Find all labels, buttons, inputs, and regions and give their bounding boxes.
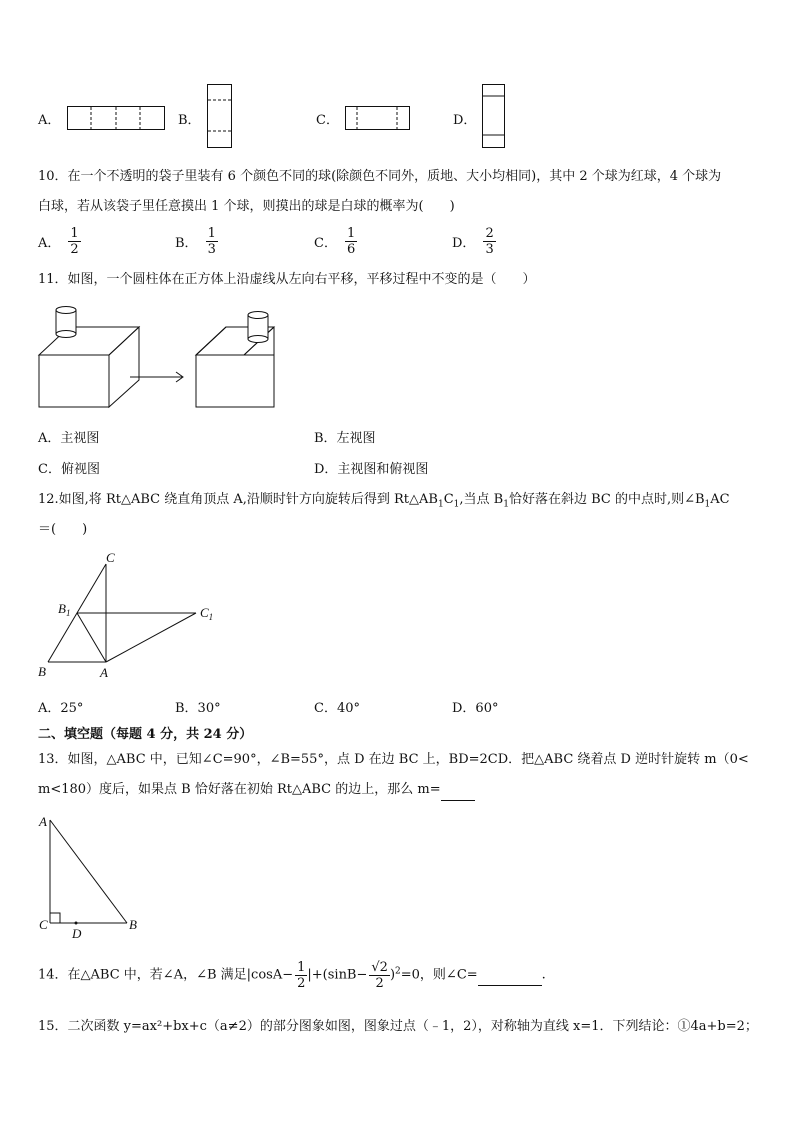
- q9-option-a: A．: [38, 113, 61, 128]
- label-c1: $C_1$: [200, 605, 214, 622]
- q11-option-d: D．主视图和俯视图: [314, 462, 429, 477]
- q11-option-a: A．主视图: [38, 431, 100, 446]
- q10-option-d: D． $\frac{2}{3}$: [452, 226, 494, 257]
- cube-left: [39, 327, 139, 407]
- q11-figure: [36, 300, 286, 412]
- q9-option-b: B．: [178, 113, 201, 128]
- q15-stem-line1: 15．二次函数 y=ax²+bx+c（a≠2）的部分图象如图，图象过点（﹣1，2），对称轴为直线 x=1．下列结论：①4a+b=2；: [38, 1019, 758, 1034]
- q9-figure-c: [345, 106, 413, 132]
- label-d: D: [72, 926, 82, 941]
- label-b1: $B_1$: [58, 601, 71, 618]
- q12-figure: [36, 550, 226, 680]
- q10-stem-line1: 10．在一个不透明的袋子里装有 6 个颜色不同的球(除颜色不同外，质地、大小均相同)，其中 2 个球为红球，4 个球为: [38, 169, 722, 184]
- q9-option-c: C．: [316, 113, 339, 128]
- q13-stem-line1: 13．如图，△ABC 中，已知∠C=90°，∠B=55°，点 D 在边 BC 上，BD=2CD．把△ABC 绕着点 D 逆时针旋转 m（0<: [38, 752, 749, 767]
- q9-figure-d: [482, 84, 508, 150]
- q12-option-a: A．25°: [38, 701, 84, 716]
- cylinder-right: [248, 312, 268, 343]
- q12-option-d: D．60°: [452, 701, 499, 716]
- q12-stem-line2: ＝( ): [38, 522, 88, 537]
- q11-stem: 11．如图，一个圆柱体在正方体上沿虚线从左向右平移，平移过程中不变的是（ ）: [38, 272, 536, 287]
- section-heading: 二、填空题（每题 4 分，共 24 分）: [38, 727, 253, 742]
- q13-figure: [36, 810, 146, 940]
- q12-option-c: C．40°: [314, 701, 360, 716]
- label-a: A: [100, 665, 108, 680]
- cylinder-left: [56, 307, 76, 338]
- q12-stem-line1: 12.如图,将 Rt△ABC 绕直角顶点 A,沿顺时针方向旋转后得到 $Rt\triangle AB_1C_1$,当点 $B_1$恰好落在斜边 BC 的中点时,则$\angle B_1AC$: [38, 492, 730, 510]
- label-c: C: [106, 550, 115, 565]
- label-b: B: [38, 664, 46, 679]
- q10-option-c: C． $\frac{1}{6}$: [314, 226, 356, 257]
- q10-option-a: A． $\frac{1}{2}$: [38, 226, 79, 257]
- label-c: C: [39, 917, 48, 932]
- q9-figure-a: [67, 106, 167, 132]
- q14-stem: 14．在△ABC 中，若∠A，∠B 满足|cosA− $\frac{1}{2}$ |+(sinB− $\frac{√2}{2}$ )$^2$=0，则∠C= .: [38, 960, 546, 991]
- q13-stem-line2: m<180）度后，如果点 B 恰好落在初始 Rt△ABC 的边上，那么 m=: [38, 780, 758, 801]
- label-b: B: [129, 917, 137, 932]
- q10-stem-line2: 白球，若从该袋子里任意摸出 1 个球，则摸出的球是白球的概率为( ): [38, 199, 455, 214]
- q11-option-c: C．俯视图: [38, 462, 100, 477]
- q12-option-b: B．30°: [175, 701, 221, 716]
- q11-option-b: B．左视图: [314, 431, 376, 446]
- label-a: A: [39, 814, 47, 829]
- q9-option-d: D．: [453, 113, 477, 128]
- q9-figure-b: [207, 84, 235, 150]
- q10-option-b: B． $\frac{1}{3}$: [175, 226, 216, 257]
